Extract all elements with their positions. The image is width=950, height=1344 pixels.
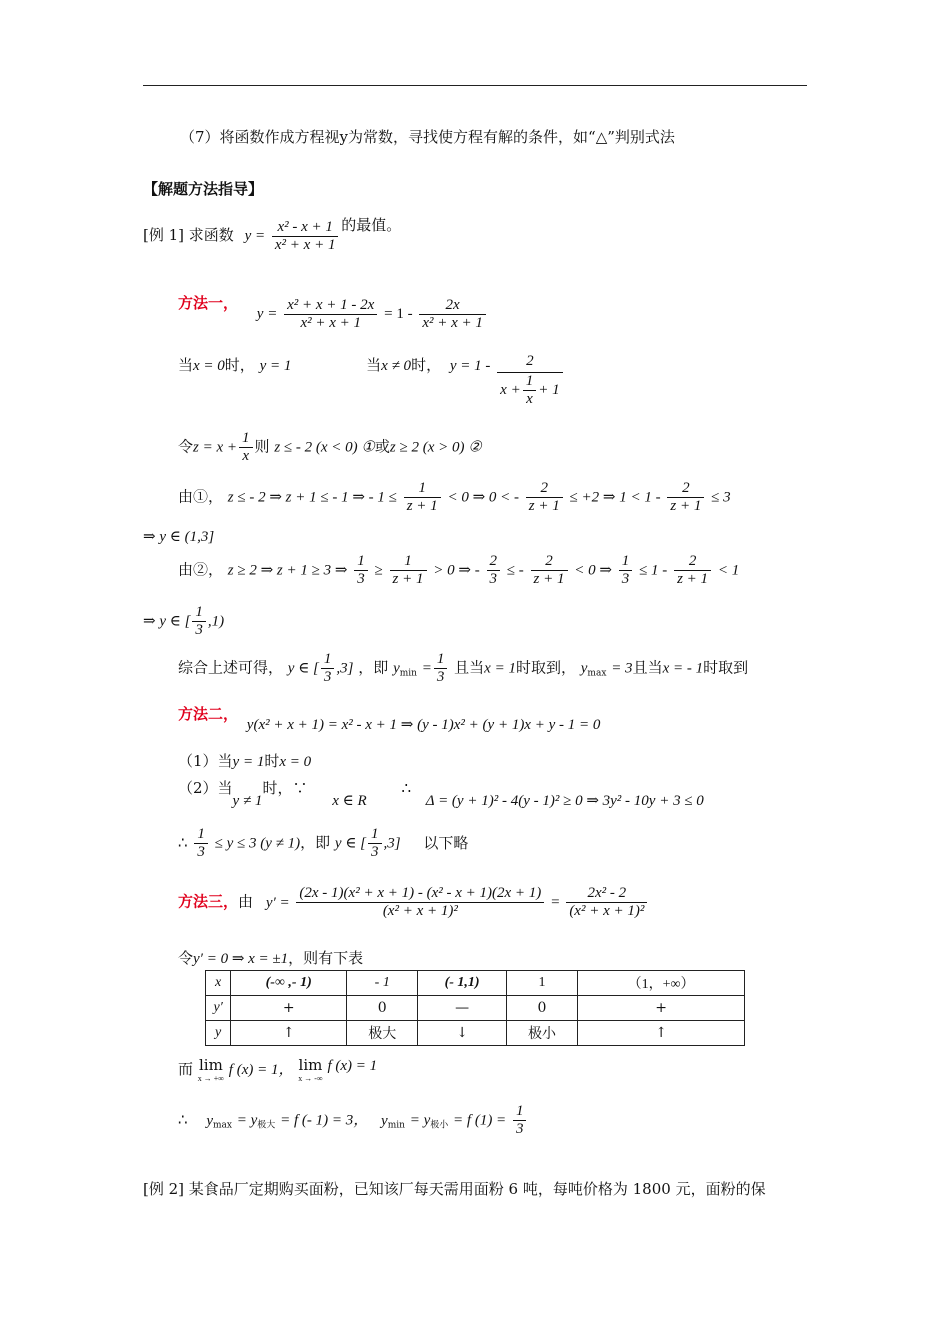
table-cell: + <box>231 996 347 1021</box>
method3-label: 方法三， <box>178 892 239 911</box>
header-rule <box>143 85 807 86</box>
example1-suffix: 的最值。 <box>341 216 402 234</box>
table-row <box>206 1021 745 1046</box>
example1-prefix: [例 1] 求函数 <box>143 226 234 244</box>
method1-line2: 当x = 0时， y = 1 当x ≠ 0时， y = 1 - 2 x + $\frac{1}{x}$ + 1 <box>178 350 565 408</box>
table-cell: 0 <box>506 996 577 1021</box>
table-cell: + <box>578 996 745 1021</box>
method3-final: ∴ $y_{max} = y_{极大} = f$ (- 1) = 3， $y_{min} = y_{极小} = f$ (1) = $\frac{1}{3}$ <box>178 1103 528 1138</box>
table-cell: 极小 <box>506 1021 577 1046</box>
method3-line2: 令y′ = 0 ⇒ x = ±1，则有下表 <box>178 949 364 967</box>
method1-line3: 令z = x + $\frac{1}{x}$ 则 z ≤ - 2 (x < 0) ①或z ≥ 2 (x > 0) ② <box>178 430 482 464</box>
table-cell: (- 1,1) <box>418 971 506 996</box>
method2-case1: （1）当y = 1时x = 0 <box>178 752 312 770</box>
method1-line5: ⇒ y ∈ (1,3] <box>143 529 215 545</box>
table-cell: 极大 <box>347 1021 418 1046</box>
method2-label: 方法二， <box>178 705 239 723</box>
method1-line8: 综合上述可得， y ∈ [ $\frac{1}{3}$ ,3] ，即 $y_{min}$ = $\frac{1}{3}$ 且当x = 1时取到， $y_{max} = 3$且当x = - 1时取到 <box>178 651 749 685</box>
method1-label: 方法一， <box>178 294 239 312</box>
method1-line6: 由②， z ≥ 2 ⇒ z + 1 ≥ 3 ⇒ $\frac{1}{3}$ ≥ $\frac{1}{z + 1}$ > 0 ⇒ - $\frac{2}{3}$ ≤ - $\frac{2}{z + 1}$ < 0 ⇒ $\frac{1}{3}$ ≤ 1 - $\frac{2}{z + 1}$ < 1 <box>178 553 740 587</box>
method1-line1: 方法一， y = $\frac{\text{x² + x + 1 - 2x}}{\text{x² + x + 1}}$ = 1 - $\frac{2x}{\text{x² + x + 1}}$ <box>178 292 488 332</box>
table-cell: - 1 <box>347 971 418 996</box>
section-heading: 【解题方法指导】 <box>143 180 264 198</box>
table-cell: ↑ <box>578 1021 745 1046</box>
table-cell: x <box>206 971 231 996</box>
intro-item: （7）将函数作成方程视y为常数，寻找使方程有解的条件，如“△”判别式法 <box>180 128 675 146</box>
method3-limits: 而 lim x → +∞ f (x) = 1， lim x → -∞ f (x) = 1 <box>178 1056 378 1083</box>
monotonicity-table <box>205 970 745 1046</box>
method3-line1: 方法三，由 y′ = $\frac{\text{(2x - 1)(x² + x + 1) - (x² - x + 1)(2x + 1)}}{\text{(x² + x + 1)²}}$ = $\frac{\text{2x² - 2}}{\text{(x² + x + 1)²}}$ <box>178 885 649 920</box>
method2-conclusion: ∴ $\frac{1}{3}$ ≤ y ≤ 3 (y ≠ 1)，即 y ∈ [ $\frac{1}{3}$ ,3] 以下略 <box>178 826 469 860</box>
table-row <box>206 996 745 1021</box>
table-cell: ↑ <box>231 1021 347 1046</box>
table-cell: (-∞ ,- 1) <box>231 971 347 996</box>
example2-statement: [例 2] 某食品厂定期购买面粉，已知该厂每天需用面粉 6 吨，每吨价格为 1800 元，面粉的保 <box>143 1180 766 1198</box>
table-row <box>206 971 745 996</box>
method2-case2: （2）当y ≠ 1时，∵ x ∈ R ∴ Δ = (y + 1)² - 4(y - 1)² ≥ 0 ⇒ 3y² - 10y + 3 ≤ 0 <box>178 779 704 809</box>
example1-statement: [例 1] 求函数 y = $\frac{\text{x² - x + 1}}{\text{x² + x + 1}}$ 的最值。 <box>143 216 402 253</box>
table-cell: （1，+∞） <box>578 971 745 996</box>
table-cell: y′ <box>206 996 231 1021</box>
table-cell: 1 <box>506 971 577 996</box>
table-cell: ↓ <box>418 1021 506 1046</box>
method1-line7: ⇒ y ∈ [ $\frac{1}{3}$ ,1) <box>143 604 225 638</box>
method1-line4: 由①， z ≤ - 2 ⇒ z + 1 ≤ - 1 ⇒ - 1 ≤ $\frac{1}{z + 1}$ < 0 ⇒ 0 < - $\frac{2}{z + 1}$ ≤ +2 ⇒ 1 < 1 - $\frac{2}{z + 1}$ ≤ 3 <box>178 480 731 514</box>
method2-line1: 方法二， y(x² + x + 1) = x² - x + 1 ⇒ (y - 1)x² + (y + 1)x + y - 1 = 0 <box>178 705 601 733</box>
table-cell: y <box>206 1021 231 1046</box>
table-cell: 0 <box>347 996 418 1021</box>
table-cell: — <box>418 996 506 1021</box>
example1-fraction: $\frac{\text{x² - x + 1}}{\text{x² + x + 1}}$ <box>272 219 339 254</box>
